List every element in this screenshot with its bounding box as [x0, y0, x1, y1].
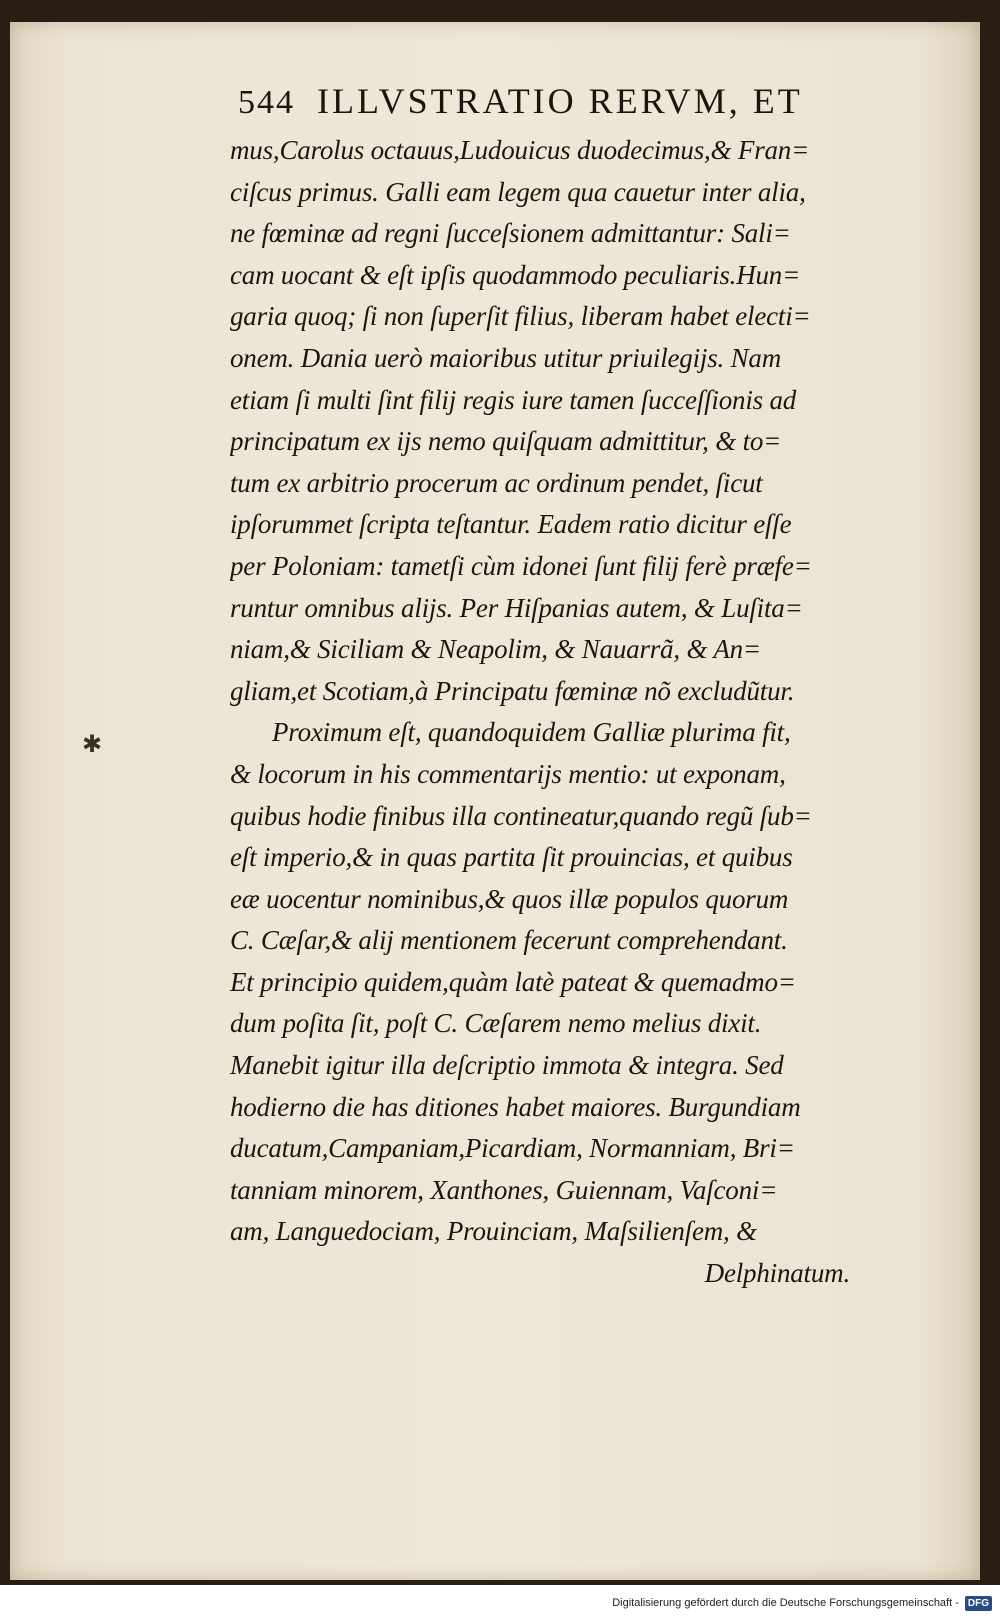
text-line: quibus hodie finibus illa contineatur,quando regũ ſub= — [230, 800, 812, 831]
text-line: Et principio quidem,quàm latè pateat & quemadmo= — [230, 966, 796, 997]
text-block — [230, 130, 910, 1295]
text-line: hodierno die has ditiones habet maiores. Burgundiam — [230, 1091, 801, 1122]
text-line: cam uocant & eſt ipſis quodammodo peculiaris.Hun= — [230, 259, 801, 290]
text-line: ciſcus primus. Galli eam legem qua cauetur inter alia, — [230, 176, 806, 207]
text-line: garia quoq; ſi non ſuperſit filius, liberam habet electi= — [230, 301, 811, 332]
text-line: am, Languedociam, Prouinciam, Maſsilienſem, & — [230, 1216, 757, 1247]
text-line: ne fœminæ ad regni ſucceſsionem admittantur: Sali= — [230, 218, 791, 249]
text-line: C. Cæſar,& alij mentionem fecerunt comprehendant. — [230, 925, 788, 956]
text-line: dum poſita ſit, poſt C. Cæſarem nemo melius dixit. — [230, 1008, 762, 1039]
page-number: 544 — [238, 84, 295, 121]
funding-credit: Digitalisierung gefördert durch die Deutsche Forschungsgemeinschaft - — [612, 1597, 959, 1609]
margin-mark-icon: ✱ — [82, 732, 103, 758]
text-line: per Poloniam: tametſi cùm idonei ſunt filij ferè præfe= — [230, 550, 812, 581]
paragraph-start-line: Proximum eſt, quandoquidem Galliæ plurima fit, — [272, 717, 791, 748]
text-line: niam,& Siciliam & Neapolim, & Nauarrã, & An= — [230, 634, 761, 665]
footer-bar — [0, 1587, 1000, 1619]
text-line: ipſorummet ſcripta teſtantur. Eadem ratio dicitur eſſe — [230, 509, 792, 540]
text-line: gliam,et Scotiam,à Principatu fœminæ nõ excludũtur. — [230, 675, 795, 706]
text-line: runtur omnibus alijs. Per Hiſpanias autem, & Luſita= — [230, 592, 803, 623]
text-line: principatum ex ijs nemo quiſquam admittitur, & to= — [230, 426, 782, 457]
final-line: Delphinatum. — [704, 1258, 850, 1289]
text-line: ducatum,Campaniam,Picardiam, Normanniam, Bri= — [230, 1133, 795, 1164]
text-line: tanniam minorem, Xanthones, Guiennam, Vaſconi= — [230, 1174, 778, 1205]
text-line: eſt imperio,& in quas partita ſit prouincias, et quibus — [230, 842, 793, 873]
text-line: etiam ſi multi ſint filij regis iure tamen ſucceſſionis ad — [230, 384, 797, 415]
dfg-logo-icon: DFG — [965, 1596, 992, 1611]
page-header — [238, 80, 888, 124]
text-line: tum ex arbitrio procerum ac ordinum pendet, ſicut — [230, 467, 763, 498]
running-title: ILLVSTRATIO RERVM, ET — [317, 81, 803, 121]
text-line: & locorum in his commentarijs mentio: ut exponam, — [230, 758, 786, 789]
text-line: Manebit igitur illa deſcriptio immota & integra. Sed — [230, 1050, 784, 1081]
text-line: mus,Carolus octauus,Ludouicus duodecimus,& Fran= — [230, 135, 810, 165]
text-line: eæ uocentur nominibus,& quos illæ populos quorum — [230, 883, 789, 914]
text-line: onem. Dania uerò maioribus utitur priuilegijs. Nam — [230, 342, 782, 373]
